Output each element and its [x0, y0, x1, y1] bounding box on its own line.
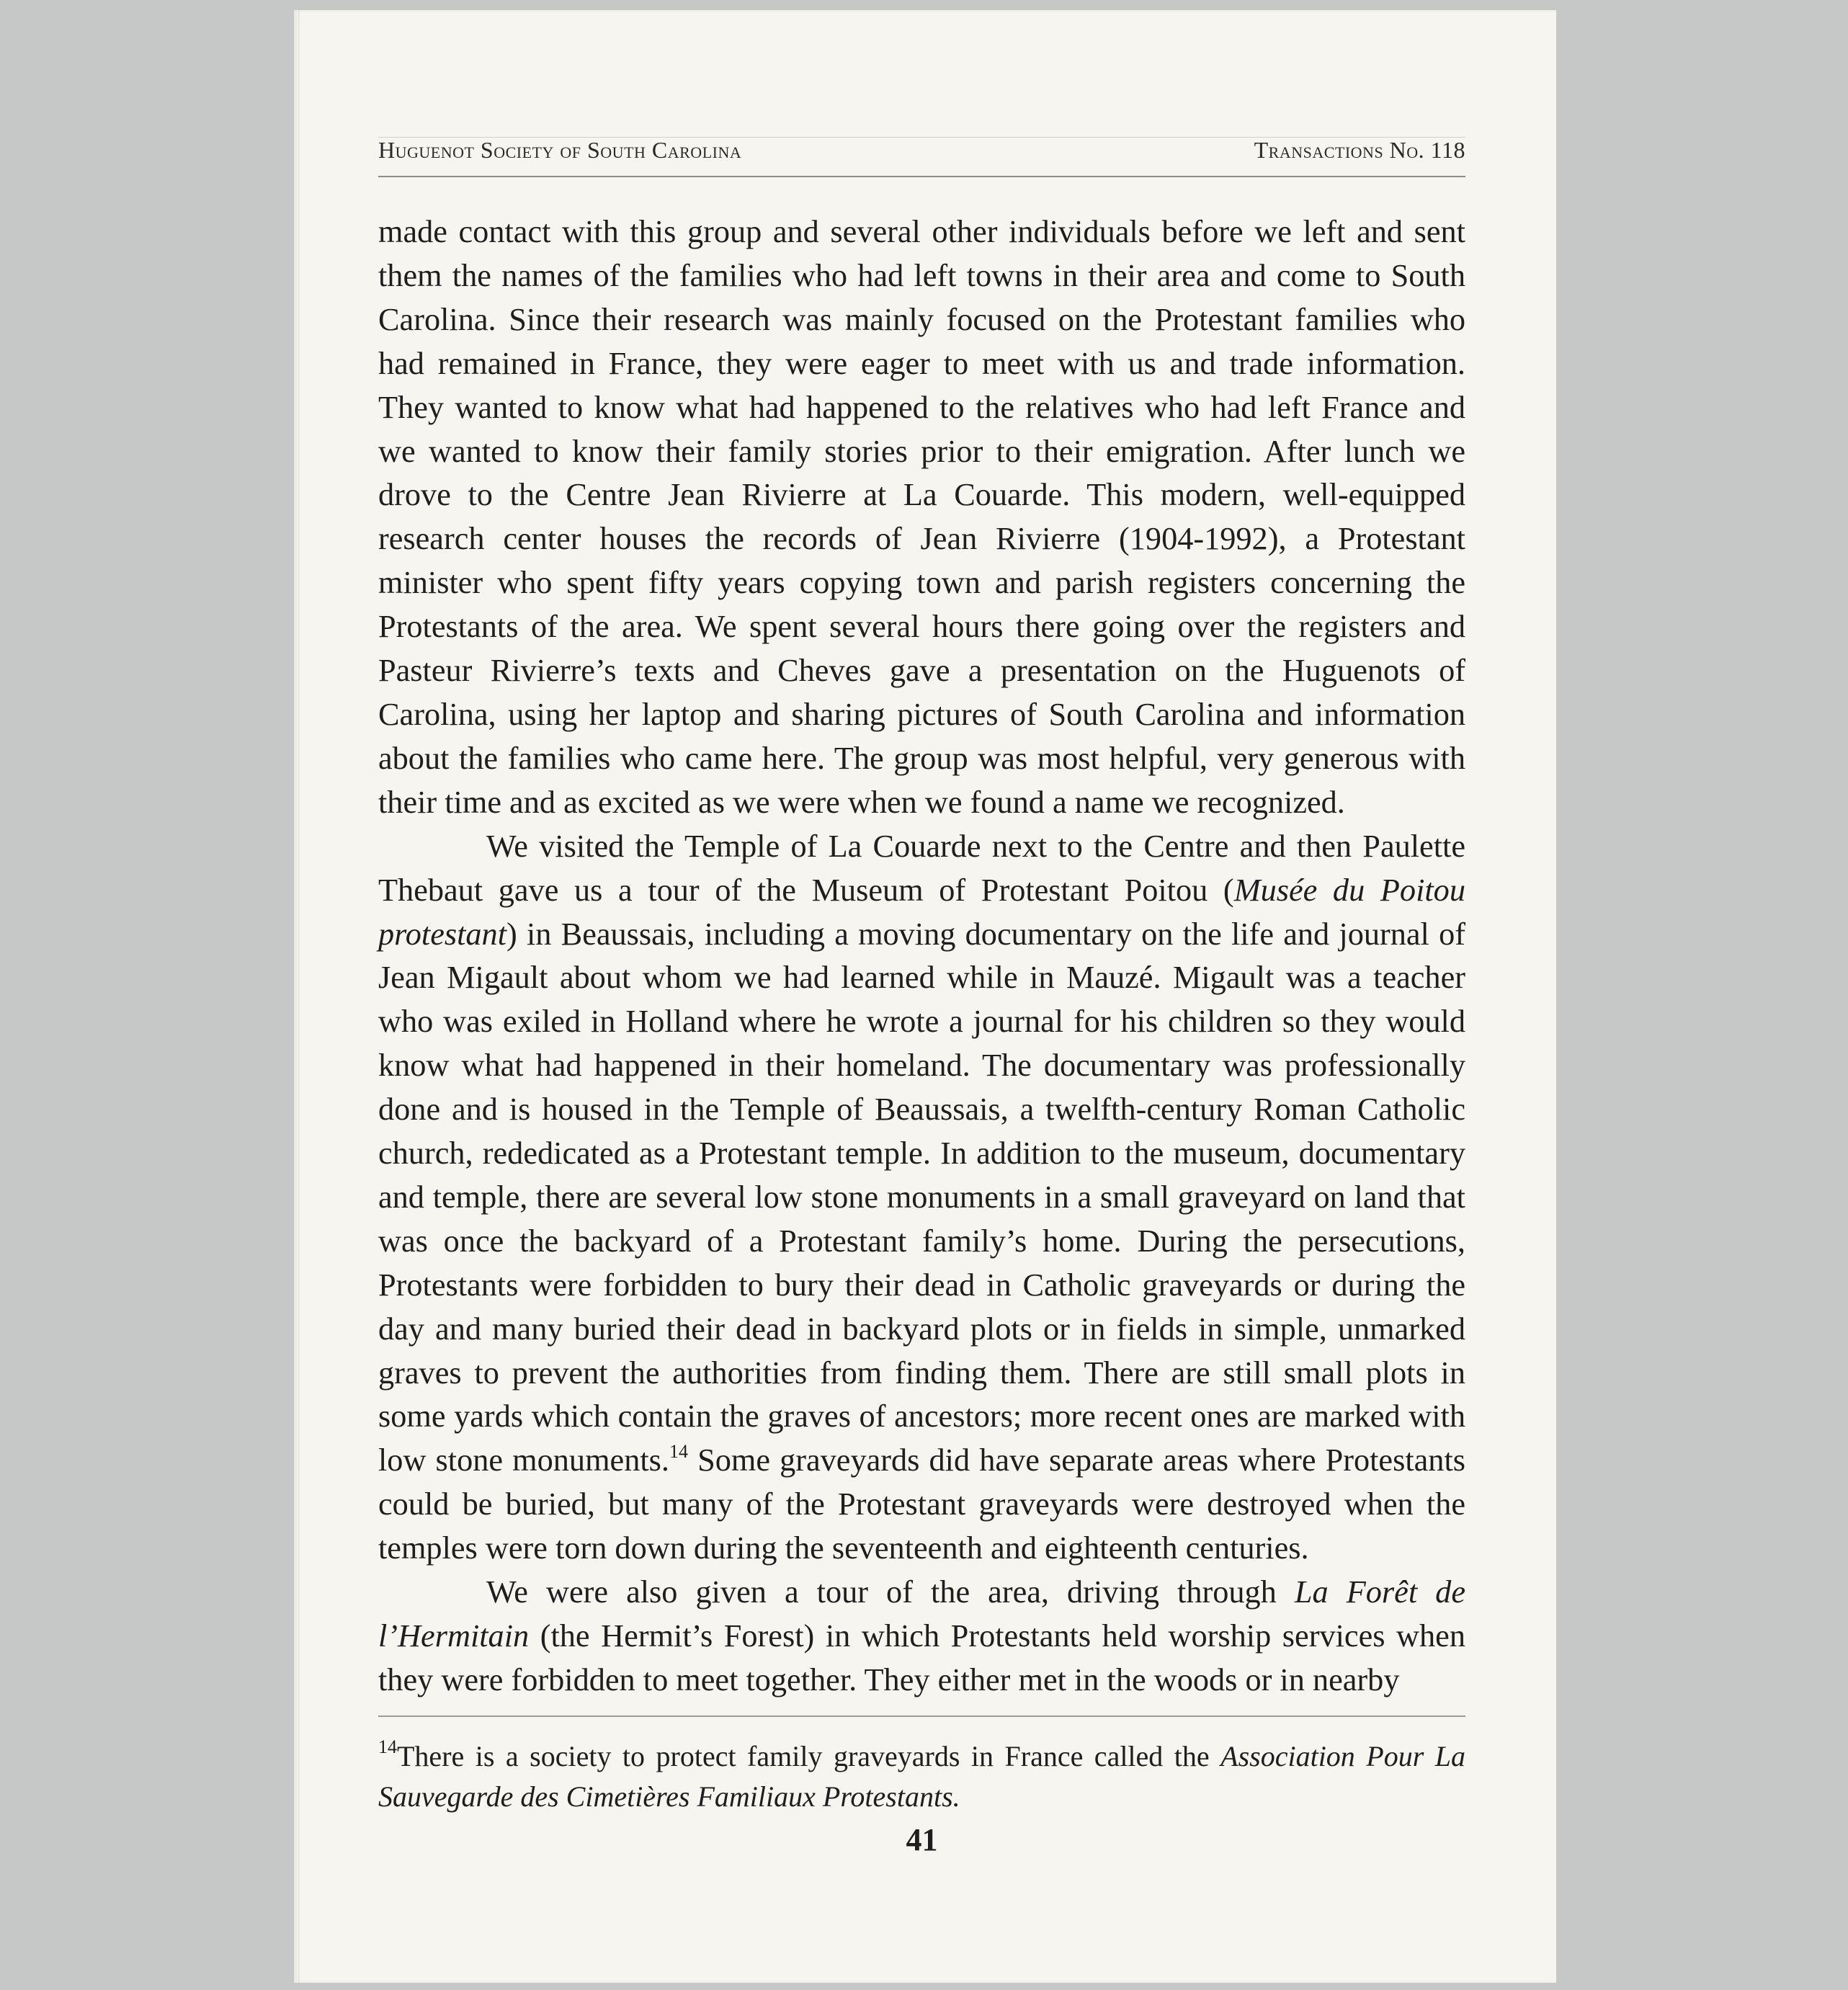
header-issue-number: Transactions No. 118: [1254, 137, 1465, 163]
running-header: [378, 137, 1465, 164]
footnote-rule: [378, 1715, 1465, 1717]
museum-french-name: Musée du Poitou protestant: [378, 872, 1465, 952]
association-name: Association Pour La Sauvegarde des Cimetières Familiaux Protestants.: [378, 1740, 1466, 1813]
paragraph-2-text-b: ) in Beaussais, including a moving documentary on the life and journal of Jean Migault about whom we had learned while in Mauzé. Migault was a teacher who was exiled in Holland where he wrote a journal for his children so they would know what had happened in their homeland. The documentary was professionally done and is housed in the Temple of Beaussais, a twelfth-century Roman Catholic church, rededicated as a Protestant temple. In addition to the museum, documentary and temple, there are several low stone monuments in a small graveyard on land that was once the backyard of a Protestant family’s home. During the persecutions, Protestants were forbidden to bury their dead in Catholic graveyards or during the day and many buried their dead in backyard plots or in fields in simple, unmarked graves to prevent the authorities from finding them. There are still small plots in some yards which contain the graves of ancestors; more recent ones are marked with low stone monuments.: [378, 916, 1465, 1478]
footnote-number: 14: [378, 1736, 397, 1757]
paragraph-1: made contact with this group and several other individuals before we left and sent them the names of the families who had left towns in their area and come to South Carolina. Since their research was mainly focused on the Protestant families who had remained in France, they were eager to meet with us and trade information. They wanted to know what had happened to the relatives who had left France and we wanted to know their family stories prior to their emigration. After lunch we drove to the Centre Jean Rivierre at La Couarde. This modern, well-equipped research center houses the records of Jean Rivierre (1904-1992), a Protestant minister who spent fifty years copying town and parish registers concerning the Protestants of the area. We spent several hours there going over the registers and Pasteur Rivierre’s texts and Cheves gave a presentation on the Huguenots of Carolina, using her laptop and sharing pictures of South Carolina and information about the families who came here. The group was most helpful, very generous with their time and as excited as we were when we found a name we recognized.: [378, 214, 1465, 820]
paragraph-2: [378, 825, 1465, 1571]
document-page: [294, 10, 1556, 1983]
footnote-text: There is a society to protect family graveyards in France called the: [397, 1740, 1221, 1772]
paragraph-3-text-a: We were also given a tour of the area, driving through: [486, 1574, 1295, 1610]
header-rule: [378, 176, 1465, 177]
paragraph-2-text-a: We visited the Temple of La Couarde next to the Centre and then Paulette Thebaut gave us a tour of the Museum of Protestant Poitou (: [378, 828, 1465, 908]
footnote-reference: 14: [669, 1441, 688, 1463]
main-text: [378, 210, 1465, 1703]
page-number: 41: [906, 1822, 938, 1857]
paragraph-3-text-b: (the Hermit’s Forest) in which Protestants held worship services when they were forbidden to meet together. They either met in the woods or in nearby: [378, 1618, 1465, 1697]
forest-french-name: La Forêt de l’Hermitain: [378, 1574, 1465, 1654]
header-journal-name: Huguenot Society of South Carolina: [378, 137, 742, 163]
paragraph-3: [378, 1571, 1465, 1703]
paragraph-2-text-c: Some graveyards did have separate areas where Protestants could be buried, but many of the Protestant graveyards were destroyed when the temples were torn down during the seventeenth and eighteenth centuries.: [378, 1442, 1465, 1566]
footnote: [378, 1736, 1465, 1817]
